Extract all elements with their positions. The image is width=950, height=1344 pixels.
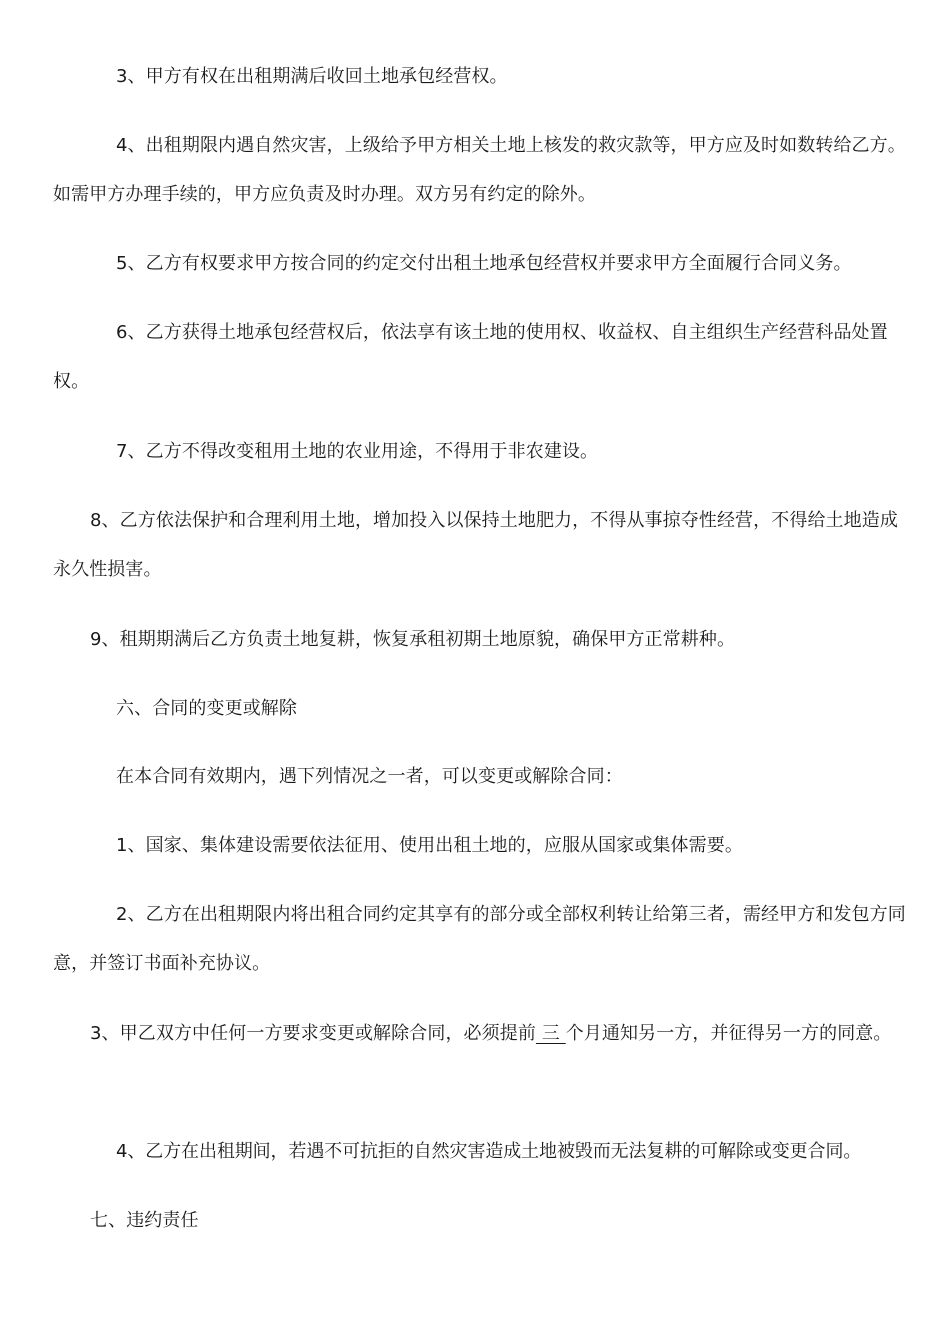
clause-6-3-after: 个月通知另一方，并征得另一方的同意。 xyxy=(565,1023,892,1044)
clause-6-4: 4、乙方在出租期间，若遇不可抗拒的自然灾害造成土地被毁而无法复耕的可解除或变更合同。 xyxy=(116,1141,862,1162)
section-6-heading: 六、合同的变更或解除 xyxy=(116,698,297,719)
clause-6-1: 1、国家、集体建设需要依法征用、使用出租土地的，应服从国家或集体需要。 xyxy=(116,835,743,856)
section-6-intro: 在本合同有效期内，遇下列情况之一者，可以变更或解除合同： xyxy=(116,766,623,787)
clause-6-3 xyxy=(53,1009,913,1058)
notice-months-blank: 三 xyxy=(535,1023,566,1044)
clause-6-3-before: 3、甲乙双方中任何一方要求变更或解除合同，必须提前 xyxy=(90,1023,536,1044)
clause-5-9: 9、租期期满后乙方负责土地复耕，恢复承租初期土地原貌，确保甲方正常耕种。 xyxy=(90,629,736,650)
clause-5-4: 4、出租期限内遇自然灾害，上级给予甲方相关土地上核发的救灾款等，甲方应及时如数转给乙方。如需甲方办理手续的，甲方应负责及时办理。双方另有约定的除外。 xyxy=(53,135,906,205)
clause-5-6: 6、乙方获得土地承包经营权后，依法享有该土地的使用权、收益权、自主组织生产经营科品处置权。 xyxy=(53,322,888,392)
clause-5-3: 3、甲方有权在出租期满后收回土地承包经营权。 xyxy=(116,66,508,87)
clause-5-5: 5、乙方有权要求甲方按合同的约定交付出租土地承包经营权并要求甲方全面履行合同义务。 xyxy=(116,253,852,274)
clause-5-8: 8、乙方依法保护和合理利用土地，增加投入以保持土地肥力，不得从事掠夺性经营，不得给土地造成永久性损害。 xyxy=(53,510,898,580)
section-7-heading: 七、违约责任 xyxy=(90,1210,199,1231)
clause-5-7: 7、乙方不得改变租用土地的农业用途，不得用于非农建设。 xyxy=(116,441,599,462)
clause-6-2: 2、乙方在出租期限内将出租合同约定其享有的部分或全部权利转让给第三者，需经甲方和发包方同意，并签订书面补充协议。 xyxy=(53,904,906,974)
